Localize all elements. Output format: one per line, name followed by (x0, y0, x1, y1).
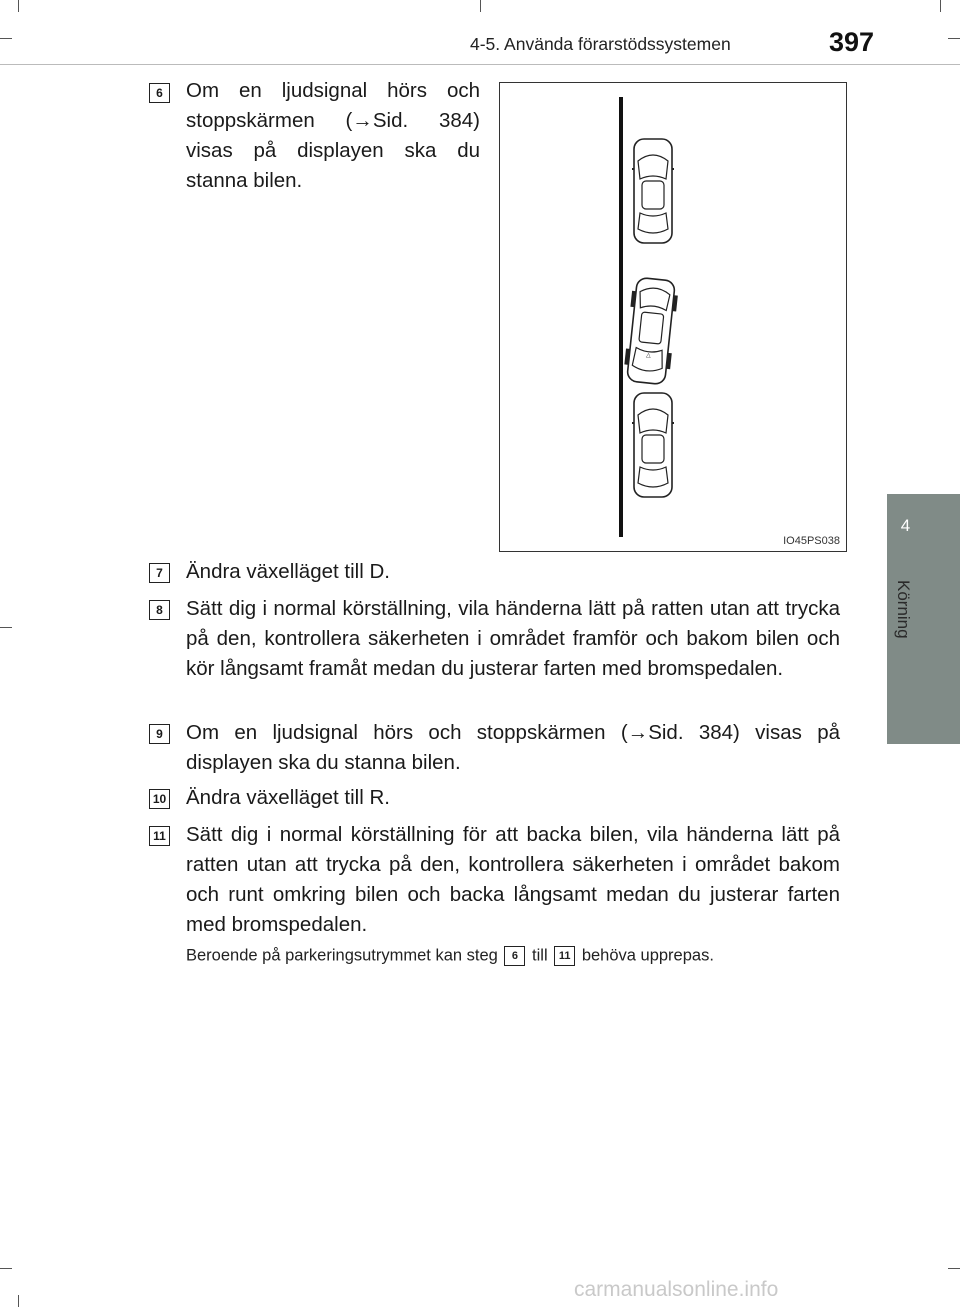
crop-mark (948, 38, 960, 39)
repeat-note (186, 946, 714, 966)
crop-mark (0, 38, 12, 39)
step-marker-7: 7 (149, 563, 170, 583)
note-middle: till (532, 946, 548, 965)
crop-mark (940, 0, 941, 12)
svg-text:△: △ (645, 352, 652, 360)
note-prefix: Beroende på parkeringsutrymmet kan steg (186, 946, 498, 965)
section-title: 4-5. Använda förarstödssystemen (470, 34, 731, 54)
parked-car-rear (632, 393, 674, 497)
crop-mark (0, 1268, 12, 1269)
chapter-number: 4 (900, 516, 911, 535)
figure-code: IO45PS038 (783, 535, 840, 547)
maneuvering-car (623, 277, 680, 385)
step-marker-6: 6 (149, 83, 170, 103)
page-number: 397 (829, 27, 875, 57)
chapter-label: Körning (894, 580, 913, 639)
step-text-9: Om en ljudsignal hörs och stoppskärmen (→Sid. 384) visas på displayen ska du stanna bilen. (186, 721, 840, 774)
step-text-7: Ändra växelläget till D. (186, 560, 390, 583)
crop-mark (18, 0, 19, 12)
parking-diagram (500, 83, 846, 551)
step-text-10: Ändra växelläget till R. (186, 786, 390, 809)
crop-mark (18, 1295, 19, 1307)
crop-mark (948, 1268, 960, 1269)
step-marker-11: 11 (149, 826, 170, 846)
step-marker-8: 8 (149, 600, 170, 620)
curb-line (619, 97, 623, 537)
note-step-to: 11 (554, 946, 575, 966)
crop-mark (0, 627, 12, 628)
parking-illustration (499, 82, 847, 552)
note-step-from: 6 (504, 946, 525, 966)
crop-mark (480, 0, 481, 12)
watermark: carmanualsonline.info (574, 1278, 779, 1301)
parked-car-front (632, 139, 674, 243)
header-divider (0, 64, 960, 65)
step-marker-10: 10 (149, 789, 170, 809)
step-text-6: Om en ljudsignal hörs och stoppskärmen (→Sid. 384) visas på displayen ska du stanna bilen. (186, 79, 480, 192)
step-marker-9: 9 (149, 724, 170, 744)
step-text-8: Sätt dig i normal körställning, vila händerna lätt på ratten utan att trycka på den, kontrollera säkerheten i området framför och bakom bilen och kör långsamt framåt medan du justerar farten med bromspedalen. (186, 597, 840, 680)
note-suffix: behöva upprepas. (581, 946, 714, 965)
step-text-11: Sätt dig i normal körställning för att backa bilen, vila händerna lätt på ratten utan att trycka på den, kontrollera säkerheten i området bakom och runt omkring bilen och backa långsamt medan du justerar farten med bromspedalen. (186, 823, 840, 936)
